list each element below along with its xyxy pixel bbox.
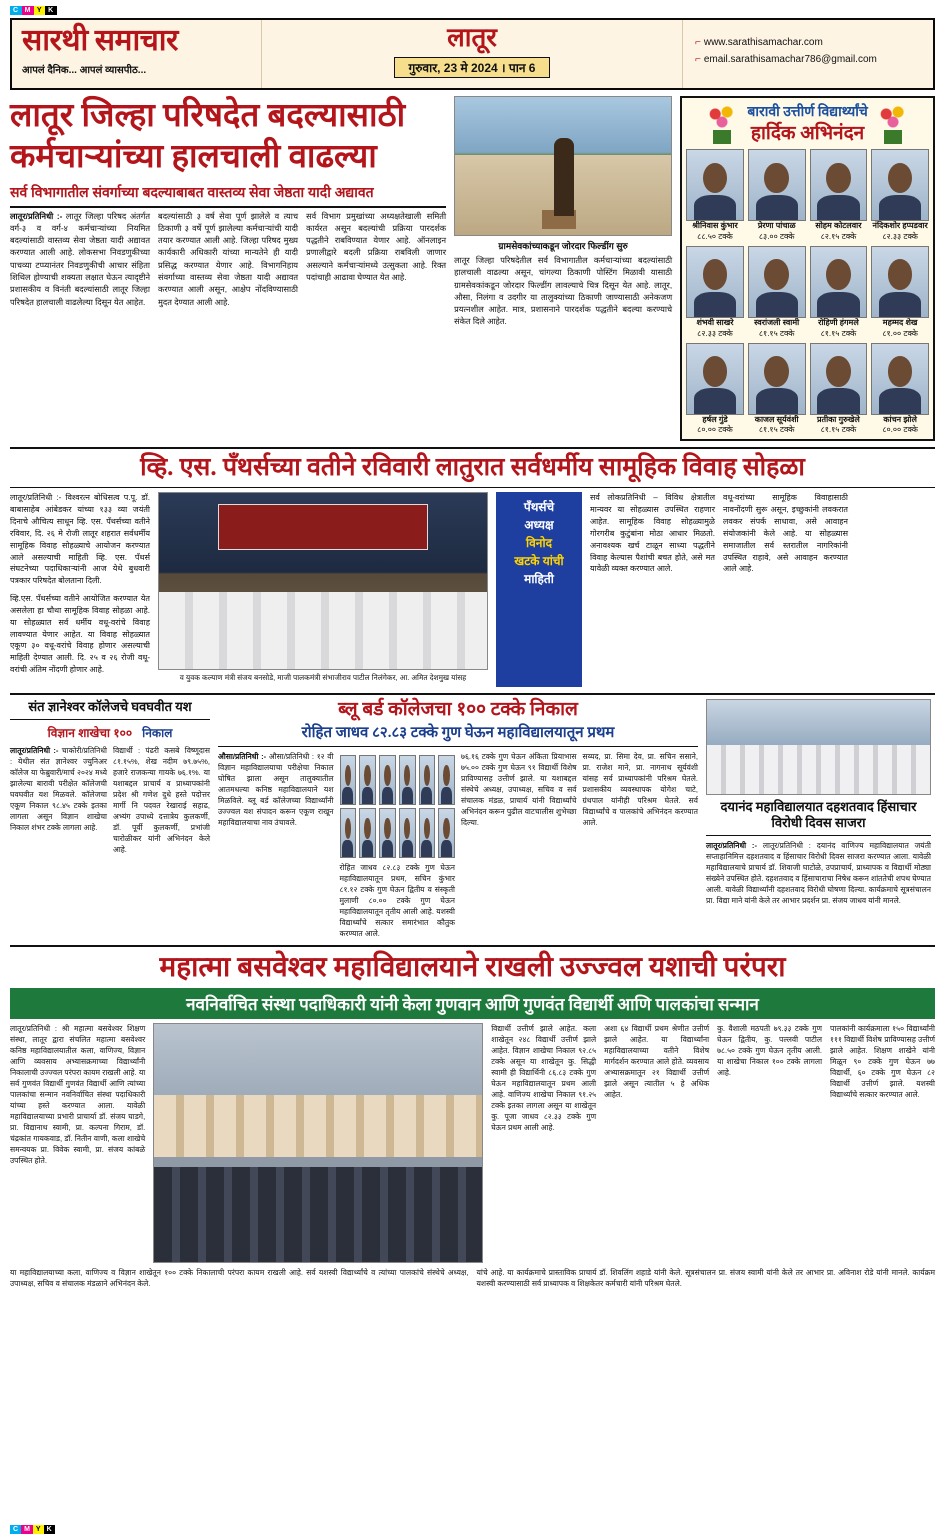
cmyk-c: C xyxy=(10,6,22,15)
photo-statue xyxy=(554,138,574,215)
flower-icon xyxy=(705,104,739,144)
student-photo xyxy=(359,755,376,805)
student-percent: ८१.१५ टक्के xyxy=(820,425,857,435)
section4-col-1: लातूर/प्रतिनिधी : श्री महात्मा बसवेश्वर शिक्षण संस्था, लातूर द्वारा संचलित महात्मा बसवेश्वर कनिष्ठ महाविद्यालयातील कला, वाणिज्य, विज्ञान आणि व्यवसाय अभ्यासक्रमाच्या विद्यार्थ्यांनी निकालाची उज्ज्वल परंपरा कायम राखली आहे. या सर्व गुणवंत विद्यार्थी गुणवंत विद्यार्थी आणि त्यांच्या पालकांचा सन्मान नवनिर्वाचित संस्था पदाधिकारी यांच्या हस्ते करण्यात आला. यावेळी महाविद्यालयाच्या प्रभारी प्राचार्या डॉ. संजय घाडगे, प्रा. विद्यानाथ स्वामी, प्रा. कल्पना गिराम, डॉ. चंद्रकांत गायकवाड, डॉ. नितीन वाणी, कला शाखेचे समन्वयक प्रा. विवेक स्वामी, प्रा. संजय कांबळे उपस्थित होते. xyxy=(10,1023,146,1165)
cmyk-m: M xyxy=(21,1525,33,1534)
website-url[interactable]: www.sarathisamachar.com xyxy=(703,37,823,48)
divider xyxy=(10,719,210,720)
masthead xyxy=(10,18,935,90)
student-name: हर्षल गुंडे xyxy=(702,414,728,424)
block-b-dateline: औसा/प्रतिनिधी :- xyxy=(218,752,267,762)
section2-photo xyxy=(158,492,488,670)
student-percent: ८२.१५ टक्के xyxy=(820,231,857,241)
block-a-columns xyxy=(10,745,210,855)
block-c-title: दयानंद महाविद्यालयात दहशतवाद हिंसाचार विरोधी दिवस साजरा xyxy=(720,799,917,830)
student-card xyxy=(686,149,744,242)
student-percent: ८०.०० टक्के xyxy=(697,425,733,435)
block-c-dateline: लातूर/प्रतिनिधी :- xyxy=(706,840,757,850)
masthead-edition xyxy=(262,20,683,88)
student-name: स्वरांजली स्वामी xyxy=(754,317,800,327)
cmyk-registration-top xyxy=(10,6,57,15)
student-photo xyxy=(748,343,806,415)
section2-photo-caption: व युवक कल्याण मंत्री संजय बनसोडे, माजी पालकमंत्री संभाजीराव पाटील निलंगेकर, आ. अमित देशमुख यांसह xyxy=(179,673,467,683)
section4-body-2 xyxy=(10,1267,935,1289)
block-b-col-2 xyxy=(340,751,456,939)
student-card xyxy=(359,808,376,858)
masthead-contact xyxy=(683,20,933,88)
edition-city: लातूर xyxy=(447,23,497,52)
block-b-col-1 xyxy=(218,751,334,939)
divider xyxy=(218,746,698,747)
student-name: श्रीनिवास कुंभार xyxy=(692,221,738,230)
flower-icon xyxy=(876,104,910,144)
block-c-text: लातूर/प्रतिनिधी : दयानंद वाणिज्य महाविद्यालयात जयंती सप्ताहानिमित्त दहशतवाद व हिंसाचार विरोधी दिवस साजरा करण्यात आला. यावेळी महाविद्यालयाचे प्राचार्य डॉ. शिवाजी घाटोळे, उपप्राचार्य, प्राध्यापक व विद्यार्थी मोठ्या संख्येने उपस्थित होते. दहशतवाद व हिंसाचाराचा निषेध करून शांततेची शपथ घेण्यात आली. यावेळी विद्यार्थ्यांनी दहशतवाद विरोधी घोषणा दिल्या. कार्यक्रमाचे सूत्रसंचालन प्रा. विद्या माने यांनी केले तर आभार प्रदर्शन प्रा. संजय जाधव यांनी मानले. xyxy=(706,840,931,905)
lead-subhead: सर्व विभागातील संवर्गाच्या बदल्याबाबत वास्तव्य सेवा जेष्ठता यादी अद्यावत xyxy=(10,183,446,208)
section4-col-4: कु. वैशाली मठपती ७९.३३ टक्के गुण घेऊन द्वितीय, कु. पल्लवी पाटील ७८.५० टक्के गुण घेऊन तृतीय आली. या शाखेचा निकाल १०० टक्के लागला आहे. xyxy=(717,1023,823,1077)
student-card xyxy=(379,755,396,805)
divider xyxy=(10,447,935,449)
student-name: कांचन झोले xyxy=(883,414,917,424)
student-card xyxy=(748,343,806,436)
student-name: शंभवी साखरे xyxy=(696,317,734,327)
student-photo xyxy=(359,808,376,858)
section4-col-3: अशा ६४ विद्यार्थी प्रथम श्रेणीत उत्तीर्ण झाले आहेत. या विद्यार्थ्यांना महाविद्यालयाच्या वतीने विशेष मार्गदर्शन करण्यात आले होते. व्यवसाय अभ्यासक्रमातून २१ विद्यार्थी उत्तीर्ण झाले असून त्यातील ५ हे अधिक आहेत. xyxy=(604,1023,710,1099)
lead-col-3: सर्व विभाग प्रमुखांच्या अध्यक्षतेखाली समिती कार्यरत असून बदल्यांची प्रक्रिया पारदर्शक पद्धतीने राबविण्यात येणार आहे. ऑनलाइन प्रणालीद्वारे बदली प्रक्रिया राबविली जाणार असल्याने कर्मचाऱ्यांमध्ये उत्सुकता आहे. रिक्त पदांचाही आढावा घेण्यात येत आहे. xyxy=(306,211,447,282)
section2-col-1 xyxy=(10,492,150,687)
section4-col-5: पालकांनी कार्यक्रमाला १५० विद्यार्थ्यांनी १११ विद्यार्थी विशेष प्राविण्यासह उत्तीर्ण झाले आहेत. शिक्षण शाखेने यांनी मिळून ९० टक्के गुण घेऊन ७७ विद्यार्थी, ६० टक्के गुण घेऊन ८२ विद्यार्थी उत्तीर्ण झाले. यशस्वी विद्यार्थ्यांचे सत्कार करण्यात आले. xyxy=(830,1023,935,1099)
bullet-icon: ⌐ xyxy=(695,37,701,48)
lead-photo xyxy=(454,96,672,236)
lead-story xyxy=(10,96,446,441)
lead-photo-caption: ग्रामसेवकांच्याकडून जोरदार फिल्डींग सुरु xyxy=(498,241,628,251)
photo-backdrop-banner xyxy=(218,504,428,550)
student-name: सोहम कोटलवार xyxy=(815,221,862,230)
student-photo xyxy=(438,755,455,805)
student-percent: ८१.१५ टक्के xyxy=(758,425,795,435)
cmyk-registration-bottom xyxy=(10,1525,55,1534)
student-percent: ८०.०० टक्के xyxy=(882,425,918,435)
student-photo xyxy=(748,149,806,221)
student-photo xyxy=(419,755,436,805)
student-card xyxy=(686,246,744,339)
section4-headline: महात्मा बसवेश्वर महाविद्यालयाने राखली उज्ज्वल यशाची परंपरा xyxy=(159,952,786,984)
student-card xyxy=(748,149,806,242)
section4-col-6: या महाविद्यालयाच्या कला, वाणिज्य व विज्ञान शाखेतून १०० टक्के निकालाची परंपरा कायम राखली आहे. सर्व यशस्वी विद्यार्थ्यांचे व त्यांच्या पालकांचे संस्थेचे अध्यक्ष, उपाध्यक्ष, सचिव व संचालक मंडळाने अभिनंदन केले. xyxy=(10,1267,469,1288)
congrats-line-1: बारावी उत्तीर्ण विद्यार्थ्यांचे xyxy=(747,105,868,120)
student-card xyxy=(871,246,929,339)
lead-headline: लातूर जिल्हा परिषदेत बदल्यासाठी कर्मचाऱ्यांच्या हालचाली वाढल्या xyxy=(10,98,406,176)
student-percent: ८२.३३ टक्के xyxy=(697,328,733,338)
section2-photo-block xyxy=(158,492,488,687)
section4-photo xyxy=(153,1023,483,1263)
callout-line-3: विनोद xyxy=(526,536,552,551)
student-card xyxy=(748,246,806,339)
section2-col-3: सर्व लोकप्रतिनिधी – विविध क्षेत्रातील मान्यवर या सोहळ्यास उपस्थित राहणार आहेत. सामूहिक विवाह सोहळ्यामुळे गोरगरीब कुटुंबांना मोठा आधार मिळतो. अनावश्यक खर्च टाळून साध्या पद्धतीने विवाह केल्यास पैशांची बचत होते, असे मत यावेळी व्यक्त करण्यात आले. xyxy=(590,493,715,574)
bullet-icon: ⌐ xyxy=(695,54,701,65)
student-card xyxy=(686,343,744,436)
block-a-col-1-text: चाकोरी/प्रतिनिधी : येथील संत ज्ञानेश्वर ज्युनिअर कॉलेज या फेब्रुवारी/मार्च २०२४ मध्ये झालेल्या बारावी परीक्षेत कॉलेजची घवघवीत यश मिळवले. कॉलेजचा एकूण निकाल ९८.४५ टक्के इतका लागला असून विज्ञान शाखेचा निकाल शंभर टक्के लागला आहे. xyxy=(10,745,107,832)
photo-stage xyxy=(154,1095,482,1157)
block-a-col-1 xyxy=(10,745,107,855)
congrats-header xyxy=(686,102,929,145)
section2-body xyxy=(10,492,935,687)
photo-crowd xyxy=(707,745,930,794)
student-percent: ८१.१५ टक्के xyxy=(820,328,857,338)
student-photo xyxy=(810,149,868,221)
block-c-photo xyxy=(706,699,931,795)
student-percent: ८१.०० टक्के xyxy=(882,328,918,338)
lead-columns xyxy=(10,211,446,309)
divider xyxy=(10,693,935,695)
student-card xyxy=(871,149,929,242)
block-a-title: संत ज्ञानेश्वर कॉलेजचे घवघवीत यश xyxy=(28,699,192,715)
student-card xyxy=(810,246,868,339)
student-photo xyxy=(438,808,455,858)
block-b-student-grid xyxy=(340,755,456,858)
student-percent: ८१.१५ टक्के xyxy=(758,328,795,338)
student-photo xyxy=(810,246,868,318)
college-block-b xyxy=(218,699,698,939)
student-name: महम्मद शेख xyxy=(882,317,918,327)
lead-col-1-text: लातूर जिल्हा परिषद अंतर्गत वर्ग-३ व वर्ग-४ कर्मचाऱ्यांच्या नियमित बदल्यांसाठी वास्तव्य सेवा जेष्ठता यादी अद्यावत करण्यात आली आहे. लोकसभा निवडणुकीच्या पाचव्या टप्प्यानंतर निवडणुकीची आचार संहिता शिथिल होण्याची शक्यता लक्षात घेऊन त्यादृष्टीने प्रशासकीय व विनंती बदल्यांसाठी लातूर जिल्हा परिषदेत हालचाली वाढलेल्या दिसून येत आहेत. xyxy=(10,211,151,307)
student-name: काजल सूर्यवंशी xyxy=(754,414,799,424)
newspaper-tagline: आपलं दैनिक... आपलं व्यासपीठ... xyxy=(22,65,147,76)
college-block-a xyxy=(10,699,210,939)
student-photo xyxy=(340,755,357,805)
student-card xyxy=(340,755,357,805)
student-photo xyxy=(810,343,868,415)
student-card xyxy=(810,149,868,242)
website-line xyxy=(695,34,925,51)
cmyk-k: K xyxy=(45,6,57,15)
student-photo xyxy=(686,149,744,221)
block-a-dateline: लातूर/प्रतिनिधी :- xyxy=(10,745,59,755)
student-card xyxy=(359,755,376,805)
student-photo xyxy=(686,246,744,318)
divider xyxy=(706,835,931,836)
edition-date: गुरुवार, 23 मे 2024 । पान 6 xyxy=(394,57,551,78)
section4-col-2: विद्यार्थी उत्तीर्ण झाले आहेत. कला शाखेतून २४८ विद्यार्थी उत्तीर्ण झाले आहेत. विज्ञान शाखेचा निकाल ९२.८५ टक्के असून या शाखेतून कु. सिद्धी स्वामी ही विद्यार्थिनी ८६.८३ टक्के गुण घेऊन महाविद्यालयातून प्रथम आली आहे. वाणिज्य शाखेचा निकाल ९१.२५ टक्के इतका लागला असून या शाखेतून कु. पूजा जाधव ८२.३३ टक्के गुण घेऊन प्रथम आली आहे. xyxy=(491,1023,597,1132)
block-b-columns xyxy=(218,751,698,939)
lead-photo-body: लातूर जिल्हा परिषदेतील सर्व विभागातील कर्मचाऱ्यांच्या बदल्यांसाठी हालचाली वाढल्या असून, चांगल्या ठिकाणी पोस्टिंग मिळावी यासाठी ग्रामसेवकांकडून जोरदार फिल्डींग लावल्याचे चित्र दिसून येत आहे. लातूर, औसा, निलंगा व उदगीर या तालुक्यांच्या ठिकाणी जाण्यासाठी अनेकजण प्रयत्नशील आहेत. मात्र, प्रशासनाने पारदर्शक पद्धतीने बदल्या करण्याचे संकेत दिले आहेत. xyxy=(454,256,673,327)
student-card xyxy=(399,808,416,858)
section2-col-4: वधू-वरांच्या सामूहिक विवाहासाठी नावनोंदणी सुरू असून, इच्छुकांनी लवकरात लवकर संपर्क साधावा, असे आवाहन संयोजकांनी केले आहे. या सोहळ्यास समाजातील सर्व स्तरातील नागरिकांनी उपस्थित राहावे, असे आवाहन करण्यात आले आहे. xyxy=(723,493,848,574)
student-card xyxy=(438,755,455,805)
block-b-col-4: सय्यद, प्रा. सिमा देव, प्रा. सचिन ससाने, प्रा. राजेश माने, प्रा. नागनाथ सूर्यवंशी यांसह सर्व प्राध्यापकांनी परिश्रम घेतले. प्रशासकीय व्यवस्थापक योगेश चाटे, ग्रंथपाल यांनीही परिश्रम घेतले. सर्व विद्यार्थ्यांचे व पालकांचे अभिनंदन करण्यात आले. xyxy=(582,752,698,828)
student-photo xyxy=(748,246,806,318)
student-name: नंदिकशोर हप्पडवार xyxy=(872,221,928,230)
divider xyxy=(10,487,935,488)
cmyk-y: Y xyxy=(33,1525,44,1534)
block-a-sub-left: विज्ञान शाखेचा १०० xyxy=(47,725,133,740)
student-photo xyxy=(871,149,929,221)
cmyk-m: M xyxy=(22,6,34,15)
college-block-c xyxy=(706,699,931,939)
student-photo xyxy=(871,246,929,318)
callout-line-2: अध्यक्ष xyxy=(524,518,554,533)
section2-col-1a: लातूर/प्रतिनिधी :- विश्वरत्न बोधिसत्व प.पू. डॉ. बाबासाहेब आंबेडकर यांच्या १३३ व्या जयंती दिनाचे औचित्य साधून व्हि. एस. पँथर्सच्या वतीने रविवार, दि. २६ मे रोजी लातूर शहरात सर्वधर्मीय सामूहिक विवाह सोहळ्याचे आयोजन करण्यात आले असल्याची माहिती व्हि. एस. पँथर्स संघटनेच्या पदाधिकाऱ्यांनी आज येथे बुधवारी पत्रकार परिषदेत बोलताना दिली. xyxy=(10,493,150,586)
student-percent: ८३.०० टक्के xyxy=(758,231,795,241)
cmyk-k: K xyxy=(44,1525,55,1534)
student-percent: ८८.५० टक्के xyxy=(697,231,733,241)
block-b-col-1-text: औसा/प्रतिनिधी : १२ वी विज्ञान महाविद्यालयाचा परीक्षेचा निकाल घोषित झाला असून तालुक्यातील आतमधल्या कनिष्ठ महाविद्यालयाने यश मिळविले. ब्लू बर्ड कॉलेजच्या विद्यार्थ्यांनी उज्ज्वल यश संपादन करून एकूण राखून महाविद्यालयाचा नाव उंचावले. xyxy=(218,752,334,828)
student-photo xyxy=(686,343,744,415)
student-card xyxy=(379,808,396,858)
student-photo xyxy=(379,808,396,858)
email-address[interactable]: email.sarathisamachar786@gmail.com xyxy=(703,54,877,65)
callout-line-1: पँथर्सचे xyxy=(523,500,555,515)
student-photo xyxy=(379,755,396,805)
section4-green-banner: नवनिर्वाचित संस्था पदाधिकारी यांनी केला गुणवान आणि गुणवंत विद्यार्थी आणि पालकांचा सन्मान xyxy=(10,988,935,1019)
cmyk-c: C xyxy=(10,1525,21,1534)
block-b-subtitle: रोहित जाधव ८२.८३ टक्के गुण घेऊन महाविद्यालयातून प्रथम xyxy=(301,725,615,742)
section4-col-7: यांचे आहे. या कार्यक्रमाचे प्रास्ताविक प्राचार्य डॉ. शिवलिंग शहाडे यांनी केले. सूत्रसंचालन प्रा. संजय स्वामी यांनी केले तर आभार प्रा. अविनाश रोडे यांनी मानले. कार्यक्रम यशस्वी करण्यासाठी सर्व प्राध्यापक व शिक्षकेतर कर्मचारी यांनी परिश्रम घेतले. xyxy=(476,1267,935,1288)
cmyk-y: Y xyxy=(34,6,45,15)
student-card xyxy=(399,755,416,805)
lead-photo-block xyxy=(454,96,672,441)
congrats-line-2: हार्दिक अभिनंदन xyxy=(750,123,865,144)
congrats-student-grid xyxy=(686,149,929,435)
student-card xyxy=(419,808,436,858)
block-b-title: ब्लू बर्ड कॉलेजचा १०० टक्के निकाल xyxy=(338,699,578,721)
block-a-col-2: विद्यार्थी : पंढरी कसबे विष्णूदास ८१.१५%, शेख नदीम ७९.७५%, हजारे राजकन्या गायके ७६.१%. या यशाबद्दल प्राचार्य व प्राध्यापकांनी प्रदेश श्री गणेश दुधे हस्ते पदोत्तर मार्गी नि पदवत रेखाराई सहाढ, अभ्यंग उपाध्ये दत्तात्रेय कुलकर्णी, डॉ. पूर्वी कुलकर्णी, प्रभांजी चारोळीकर यांनी अभिनंदन केले आहे. xyxy=(113,745,210,854)
student-photo xyxy=(399,808,416,858)
student-card xyxy=(340,808,357,858)
student-name: प्रेरणा पांचाळ xyxy=(757,221,796,230)
student-name: रोहिणी हंगमले xyxy=(818,317,859,327)
section3 xyxy=(10,699,935,939)
lead-dateline: लातूर/प्रतिनिधी :- xyxy=(10,211,63,221)
section4-body xyxy=(10,1023,935,1263)
block-b-col-3: ७६.१६ टक्के गुण घेऊन अंकिता प्रियाभास ७५.०० टक्के गुण घेऊन ९१ विद्यार्थी विशेष प्राविण्यासह उत्तीर्ण झाले. या यशाबद्दल संस्थेचे अध्यक्ष, उपाध्यक्ष, सचिव व सर्व संचालक मंडळ, प्राचार्य यांनी विद्यार्थ्यांचे अभिनंदन करून पुढील वाटचालीस शुभेच्छा दिल्या. xyxy=(461,752,577,828)
student-card xyxy=(871,343,929,436)
section2-callout xyxy=(496,492,582,687)
lead-col-2: बदल्यांसाठी ३ वर्ष सेवा पूर्ण झालेले व त्याच ठिकाणी ३ वर्षे पूर्ण झालेल्या कर्मचाऱ्यांची यादी तयार करण्यात आली आहे. जिल्हा परिषद मुख्य कार्यकारी अधिकारी यांच्या मान्यतेने ही यादी प्रसिद्ध करण्यात येणार आहे. विभागनिहाय संवर्गाच्या वास्तव्य सेवा जेष्ठता यादी अद्यावत करण्यात आली असून, आक्षेप नोंदविण्यासाठी मुदत देण्यात आली आहे. xyxy=(158,211,299,307)
section4-photo-block xyxy=(153,1023,483,1263)
callout-line-5: माहिती xyxy=(524,572,554,587)
section2-col-1b: व्हि.एस. पँथर्सच्या वतीने आयोजित करण्यात येत असलेला हा चौथा सामूहिक विवाह सोहळा आहे. या सोहळ्यात सर्व धर्मीय वधू-वरांचे विवाह लावण्यात येणार आहेत. या विवाह सोहळ्यात एकूण ३० वधू-वरांचे विवाह होणार असल्याची माहिती देण्यात आली. दि. २५ व २६ रोजी वधू-वरांची अंतिम नोंदणी होणार आहे. xyxy=(10,594,150,674)
student-percent: ८२.३३ टक्के xyxy=(882,231,918,241)
divider xyxy=(10,945,935,947)
congratulations-box xyxy=(680,96,935,441)
block-c-body xyxy=(706,840,931,906)
lead-col-1 xyxy=(10,211,150,309)
student-photo xyxy=(340,808,357,858)
student-photo xyxy=(399,755,416,805)
lead-section xyxy=(10,96,935,441)
student-photo xyxy=(871,343,929,415)
student-card xyxy=(419,755,436,805)
student-photo xyxy=(419,808,436,858)
student-card xyxy=(810,343,868,436)
newspaper-title: सारथी समाचार xyxy=(22,24,178,57)
callout-line-4: खटके यांची xyxy=(514,554,564,569)
photo-panelists xyxy=(159,592,487,669)
masthead-brand xyxy=(12,20,262,88)
section2-headline: व्हि. एस. पँथर्सच्या वतीने रविवारी लातुरात सर्वधर्मीय सामूहिक विवाह सोहळा xyxy=(140,454,805,482)
block-b-col-2-text: रोहित जाधव ८२.८३ टक्के गुण घेऊन महाविद्यालयातून प्रथम, सचिन कुंभार ८१.१२ टक्के गुण घेऊन द्वितीय व संस्कृती मुलाणी ८०.०० टक्के गुण घेऊन महाविद्यालयातून तृतीय आली आहे. यशस्वी विद्यार्थ्यांचे सत्कार समारंभात कौतुक करण्यात आले. xyxy=(339,863,455,939)
student-name: प्रतीका गुरुखेले xyxy=(816,414,860,424)
block-a-sub-right: निकाल xyxy=(142,725,173,740)
email-line xyxy=(695,51,925,68)
student-card xyxy=(438,808,455,858)
photo-audience xyxy=(154,1167,482,1262)
